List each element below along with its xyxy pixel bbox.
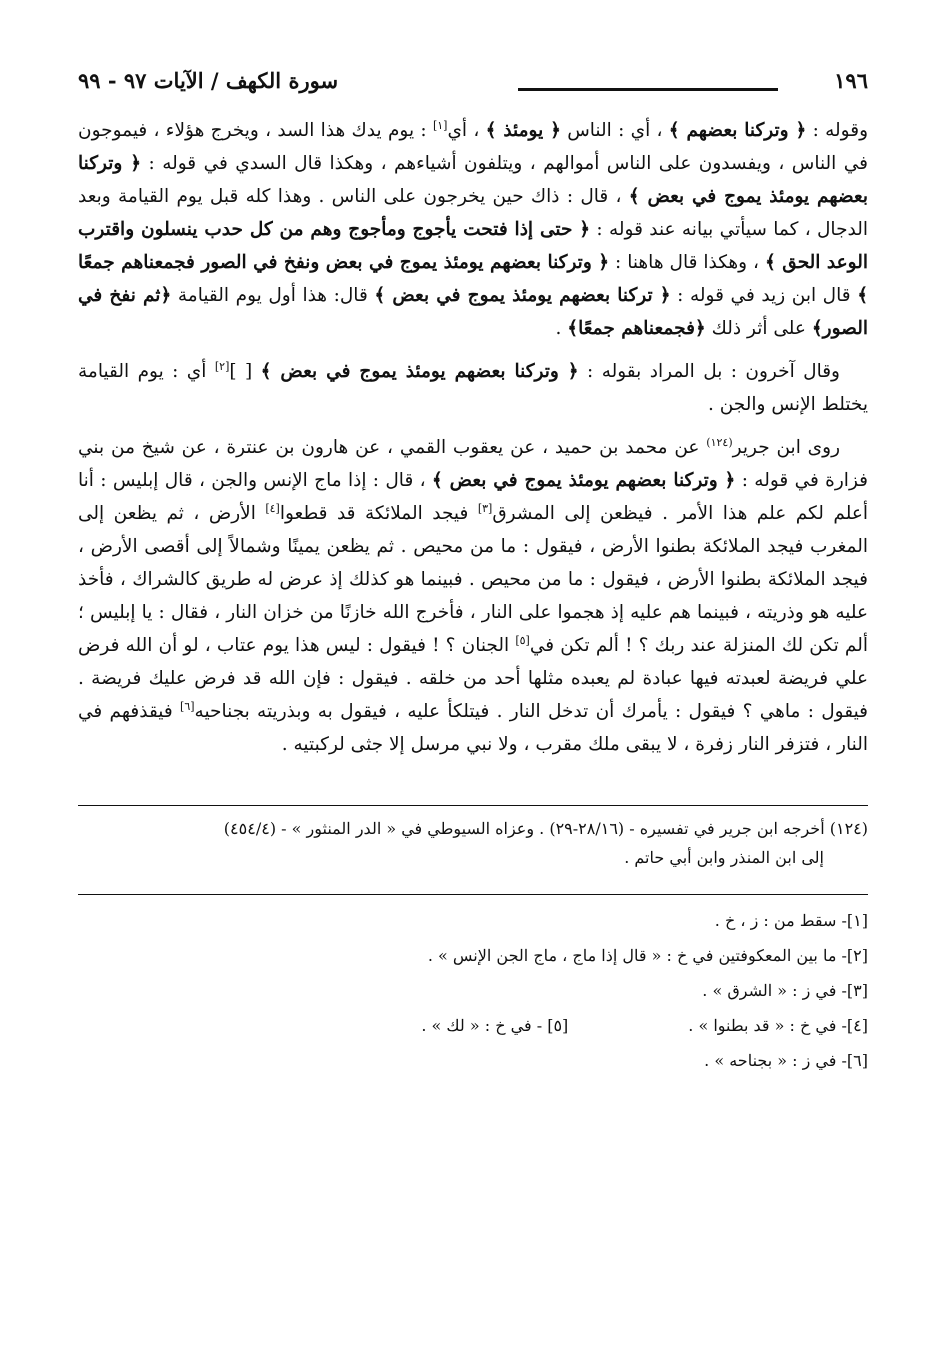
text-run: وقوله : bbox=[806, 120, 868, 141]
variant-text: - في ز : « الشرق » . bbox=[702, 981, 847, 1000]
quran-quote: ﴿فجمعناهم جمعًا﴾ bbox=[567, 318, 706, 339]
variant-row bbox=[78, 903, 868, 938]
variant-number: [٣] bbox=[846, 981, 868, 1000]
document-page bbox=[78, 60, 868, 1078]
quran-quote: ﴿ وتركنا بعضهم يومئذ يموج في بعض ونفخ في الصور فجمعناهم جمعًا ﴾ bbox=[78, 252, 869, 306]
variant-text: - في ز : « بجناحه » . bbox=[704, 1051, 847, 1070]
text-run: فيجد الملائكة قد قطعوا bbox=[279, 503, 478, 524]
variant-number: [٦] bbox=[846, 1051, 868, 1070]
variant-number: [١] bbox=[846, 911, 868, 930]
variant-text: - في خ : « قد بطنوا » . bbox=[688, 1016, 847, 1035]
running-title: سورة الكهف / الآيات ٩٧ - ٩٩ bbox=[78, 67, 339, 93]
text-run: قال: هذا أول يوم القيامة bbox=[171, 285, 375, 306]
source-footnote-line-2: إلى ابن المنذر وابن أبي حاتم . bbox=[624, 848, 824, 867]
paragraph-narration bbox=[78, 431, 868, 761]
text-run: . bbox=[555, 318, 568, 339]
text-run: على أثر ذلك bbox=[705, 318, 812, 339]
quran-quote: ﴿ تركنا بعضهم يومئذ يموج في بعض ﴾ bbox=[374, 285, 671, 306]
running-head bbox=[78, 60, 868, 100]
text-run: : يوم يدك هذا السد ، ويخرج هؤلاء ، فيموجون في الناس ، ويفسدون على الناس أموالهم ، ويتلفون أشياءهم ، وهكذا قال السدي في قوله : bbox=[78, 120, 868, 174]
variant-number: [٤] bbox=[846, 1016, 868, 1035]
text-run: روى ابن جرير bbox=[732, 437, 841, 458]
variant-row bbox=[78, 1008, 868, 1043]
variant-text: - في خ : « لك » . bbox=[421, 1016, 548, 1035]
text-run: وقال آخرون : بل المراد بقوله : bbox=[578, 361, 840, 382]
main-text bbox=[78, 114, 868, 761]
text-run: عن محمد بن حميد ، عن يعقوب القمي ، عن هارون بن عنترة ، عن شيخ من بني فزارة في قوله : bbox=[78, 437, 868, 491]
text-run: فيقذفهم في النار ، فتزفر النار زفرة ، لا يبقى ملك مقرب ، ولا نبي مرسل إلا جثى لركبتيه . bbox=[78, 701, 868, 755]
page-number: ١٩٦ bbox=[834, 67, 868, 93]
footnote-marker: (١٢٤) bbox=[706, 435, 733, 449]
footnote-marker: [١] bbox=[432, 118, 448, 132]
quran-quote: ﴿ حتى إذا فتحت يأجوج ومأجوج وهم من كل حدب ينسلون واقترب الوعد الحق ﴾ bbox=[78, 219, 869, 273]
variant-row bbox=[78, 973, 868, 1008]
footnote-marker: [٥] bbox=[515, 633, 530, 647]
manuscript-variants bbox=[78, 903, 868, 1078]
text-run: [ ] bbox=[229, 361, 261, 382]
footnote-divider bbox=[78, 805, 868, 806]
source-footnote bbox=[78, 814, 868, 872]
source-footnote-line-1: (١٢٤) أخرجه ابن جرير في تفسيره - (٢٨/١٦-٢٩) . وعزاه السيوطي في « الدر المنثور » - (٤٥٤/٤) bbox=[223, 819, 868, 838]
footnote-marker: [٦] bbox=[180, 699, 195, 713]
paragraph-other-view bbox=[78, 355, 868, 421]
footnote-marker: [٣] bbox=[477, 501, 493, 515]
header-rule bbox=[518, 88, 778, 91]
variant-text: - سقط من : ز ، خ . bbox=[714, 911, 847, 930]
text-run: قال ابن زيد في قوله : bbox=[670, 285, 858, 306]
quran-quote: ﴿ وتركنا بعضهم يومئذ يموج في بعض ﴾ bbox=[78, 153, 868, 207]
text-run: ، أي bbox=[447, 120, 486, 141]
quran-quote: ﴿ وتركنا بعضهم ﴾ bbox=[668, 120, 807, 141]
text-run: الجنان ؟ ! فيقول : ليس هذا يوم عتاب ، لو أن الله فرض علي فريضة لعبدته فيها عبادة لم يعبده مثلها أحد من خلقه . فيقول : فإن الله قد فرض عليك فريضة . فيقول : ماهي ؟ فيقول : يأمرك أن تدخل النار . فيتلكأ عليه ، فيقول به وبذريته بجناحيه bbox=[78, 635, 868, 722]
text-run: ، وهكذا قال هاهنا : bbox=[609, 252, 765, 273]
text-run: الأرض ، ثم يظعن إلى المغرب فيجد الملائكة بطنوا الأرض ، فيقول : ما من محيص . ثم يظعن يمينًا وشمالاً إلى أقصى الأرض ، فيجد الملائكة بطنوا الأرض ، فيقول : ما من محيص . فبينما هو كذلك إذ عرض له طريق كالشراك ، فأخذ عليه هو وذريته ، فبينما هم عليه إذ هجموا على النار ، فأخرج الله خازنًا من خزان النار ، فقال : يا إبليس ؛ ألم تكن لك المنزلة عند ربك ؟ ! ألم تكن في bbox=[78, 503, 868, 656]
text-run: ، أي : الناس bbox=[560, 120, 669, 141]
variant-row bbox=[78, 938, 868, 973]
text-run: ، قال : ذاك حين يخرجون على الناس . وهذا كله قبل يوم القيامة وبعد الدجال ، كما سيأتي بيانه عند قوله : bbox=[78, 186, 868, 240]
variant-row bbox=[78, 1043, 868, 1078]
quran-quote: ﴿ وتركنا بعضهم يومئذ يموج في بعض ﴾ bbox=[431, 470, 736, 491]
variants-divider bbox=[78, 894, 868, 895]
variant-number: [٢] bbox=[846, 946, 868, 965]
footnote-marker: [٤] bbox=[265, 501, 280, 515]
variant-text: - ما بين المعكوفتين في خ : « قال إذا ماج ، ماج الجن الإنس » . bbox=[427, 946, 847, 965]
variant-number: [٥] bbox=[547, 1016, 569, 1035]
text-run: أي : يوم القيامة يختلط الإنس والجن . bbox=[78, 361, 868, 415]
text-run: ، قال : إذا ماج الإنس والجن ، قال إبليس : أنا أعلم لكم علم هذا الأمر . فيظعن إلى المشرق bbox=[78, 470, 869, 524]
variant-inline bbox=[421, 1008, 568, 1043]
paragraph-commentary bbox=[78, 114, 868, 345]
quran-quote: ﴿ثم نفخ في الصور﴾ bbox=[78, 285, 868, 339]
footnote-marker: [٢] bbox=[214, 359, 230, 373]
quran-quote: ﴿ وتركنا بعضهم يومئذ يموج في بعض ﴾ bbox=[260, 361, 579, 382]
quran-quote: ﴿ يومئذ ﴾ bbox=[485, 120, 561, 141]
